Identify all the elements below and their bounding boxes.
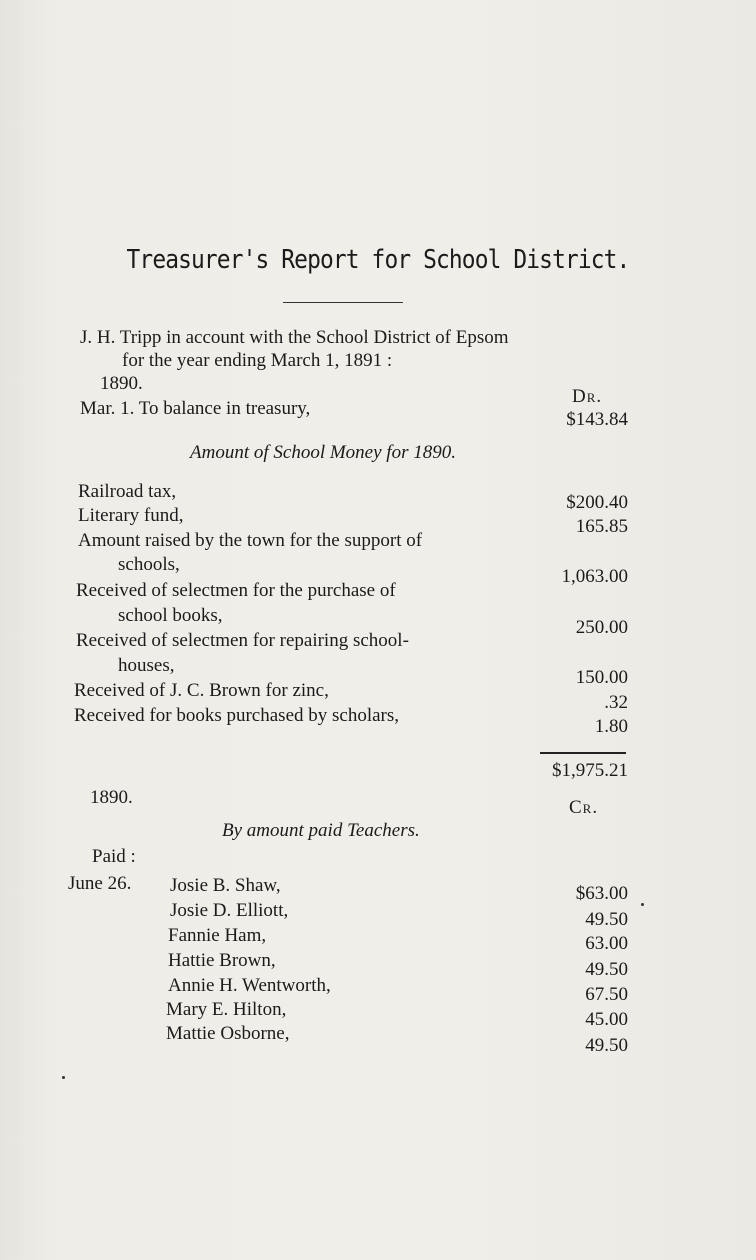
item-repairing-cont: houses,: [118, 655, 175, 676]
item-town-support: Amount raised by the town for the support of: [78, 530, 423, 551]
teacher-amount: 67.50: [585, 984, 628, 1005]
teacher-name: Mary E. Hilton,: [166, 999, 287, 1020]
paper-speck: [62, 1076, 65, 1079]
teacher-name: Mattie Osborne,: [166, 1023, 290, 1044]
credit-label: Cr.: [569, 797, 599, 818]
teacher-name: Fannie Ham,: [168, 925, 267, 946]
item-repairing: Received of selectmen for repairing school-: [76, 630, 409, 651]
teacher-amount: 45.00: [585, 1009, 628, 1030]
paid-date: June 26.: [68, 873, 132, 894]
opening-balance-amount: $143.84: [566, 409, 628, 430]
amount-town-support: 1,063.00: [561, 566, 628, 587]
opening-balance-text: Mar. 1. To balance in treasury,: [80, 398, 311, 419]
teacher-amount: 49.50: [585, 909, 628, 930]
teacher-name: Hattie Brown,: [168, 950, 276, 971]
item-railroad-tax: Railroad tax,: [78, 481, 177, 502]
item-zinc: Received of J. C. Brown for zinc,: [74, 680, 329, 701]
amount-railroad-tax: $200.40: [566, 492, 628, 513]
item-scholar-books: Received for books purchased by scholars,: [74, 705, 400, 726]
amount-scholar-books: 1.80: [594, 716, 628, 737]
amount-repairing: 150.00: [575, 667, 628, 688]
teachers-subheading: By amount paid Teachers.: [222, 820, 420, 841]
teacher-amount: 49.50: [585, 1035, 628, 1056]
debit-total: $1,975.21: [552, 760, 628, 781]
intro-line-2: for the year ending March 1, 1891 :: [122, 350, 393, 371]
paid-label: Paid :: [92, 846, 136, 867]
item-school-books: Received of selectmen for the purchase of: [76, 580, 396, 601]
teacher-name: Josie D. Elliott,: [170, 900, 289, 921]
paper-speck: [641, 903, 644, 906]
debit-label: Dr.: [572, 386, 603, 407]
intro-line-1: J. H. Tripp in account with the School District of Epsom: [80, 327, 509, 348]
money-subheading: Amount of School Money for 1890.: [190, 442, 456, 463]
debit-year: 1890.: [100, 373, 143, 394]
teacher-amount: 49.50: [585, 959, 628, 980]
item-town-support-cont: schools,: [118, 554, 180, 575]
amount-literary-fund: 165.85: [575, 516, 628, 537]
title-divider: [283, 302, 403, 303]
teacher-amount: 63.00: [585, 933, 628, 954]
teacher-name: Josie B. Shaw,: [170, 875, 281, 896]
credit-year: 1890.: [90, 787, 133, 808]
teacher-amount: $63.00: [575, 883, 628, 904]
amount-school-books: 250.00: [575, 617, 628, 638]
amount-zinc: .32: [604, 692, 628, 713]
total-rule: [540, 752, 626, 754]
teacher-name: Annie H. Wentworth,: [168, 975, 331, 996]
page-title: Treasurer's Report for School District.: [126, 245, 630, 275]
item-school-books-cont: school books,: [118, 605, 223, 626]
item-literary-fund: Literary fund,: [78, 505, 184, 526]
